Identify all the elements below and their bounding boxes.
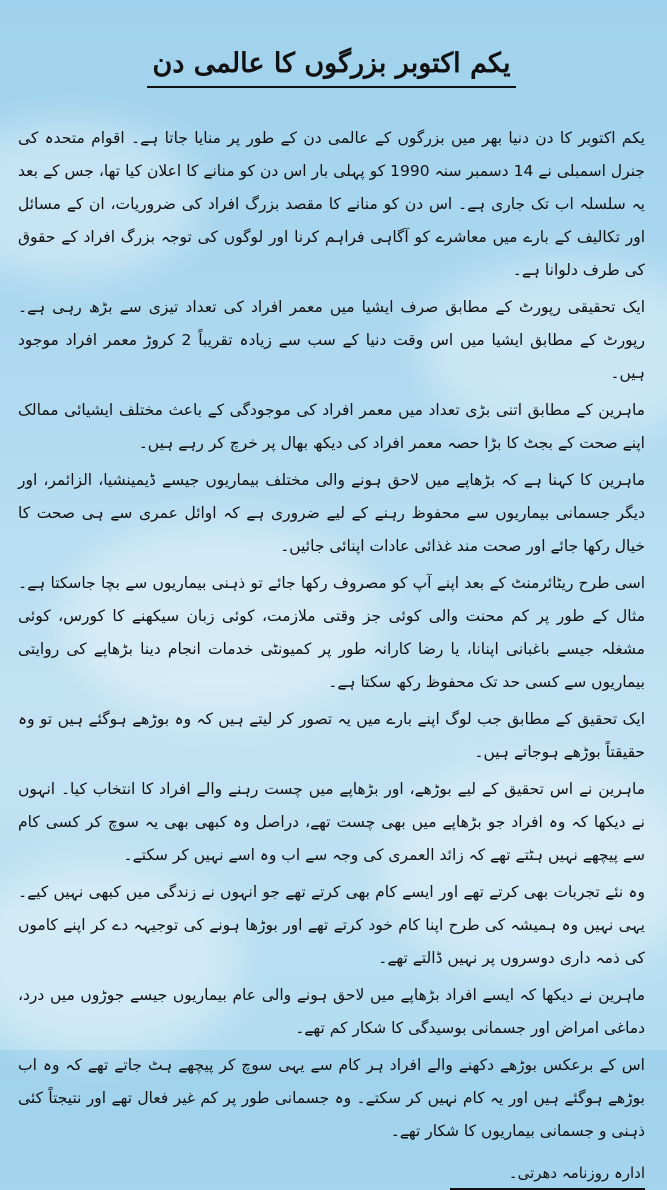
article-paragraph-3: ماہرین کے مطابق اتنی بڑی تعداد میں معمر افراد کی موجودگی کے باعث مختلف ایشیائی ممالک اپنے صحت کے بجٹ کا بڑا حصہ معمر افراد کی دیکھ بھال پر خرچ کر رہے ہیں۔ xyxy=(18,401,645,452)
article-paragraph-5: اسی طرح ریٹائرمنٹ کے بعد اپنے آپ کو مصروف رکھا جائے تو ذہنی بیماریوں سے بچا جاسکتا ہے۔ مثال کے طور پر کم محنت والی کوئی جز وقتی ملازمت، کوئی زبان سیکھنے کا کورس، کوئی مشغلہ جیسے باغبانی اپنانا، یا رضا کارانہ طور پر کمیونٹی خدمات انجام دینا بڑھاپے کی روایتی بیماریوں سے کسی حد تک محفوظ رکھ سکتا ہے۔ xyxy=(18,574,645,691)
article-paragraph-7: ماہرین نے اس تحقیق کے لیے بوڑھے، اور بڑھاپے میں چست رہنے والے افراد کا انتخاب کیا۔ انہوں نے دیکھا کہ وہ افراد جو بڑھاپے میں بھی چست تھے، دراصل وہ کبھی بھی یہ سوچ کر کسی کام سے پیچھے نہیں ہٹتے تھے کہ زائد العمری کی وجہ سے اب وہ اسے نہیں کر سکتے۔ xyxy=(18,780,645,864)
title-wrapper xyxy=(18,44,645,88)
article-paragraph-2: ایک تحقیقی رپورٹ کے مطابق صرف ایشیا میں معمر افراد کی تعداد تیزی سے بڑھ رہی ہے۔ رپورٹ کے مطابق ایشیا میں اس وقت دنیا کے سب سے زیادہ تقریباً 2 کروڑ معمر افراد موجود ہیں۔ xyxy=(18,298,645,382)
article-paragraph-6: ایک تحقیق کے مطابق جب لوگ اپنے بارے میں یہ تصور کر لیتے ہیں کہ وہ بوڑھے ہوگئے ہیں تو وہ حقیقتاً بوڑھے ہوجاتے ہیں۔ xyxy=(18,710,645,761)
article-paragraph-4: ماہرین کا کہنا ہے کہ بڑھاپے میں لاحق ہونے والی مختلف بیماریوں جیسے ڈیمینشیا، الزائمر، اور دیگر جسمانی بیماریوں سے محفوظ رہنے کے لیے ضروری ہے کہ اوائل عمری سے ہی صحت کا خیال رکھا جائے اور صحت مند غذائی عادات اپنائی جائیں۔ xyxy=(18,471,645,555)
article-paragraph-9: ماہرین نے دیکھا کہ ایسے افراد بڑھاپے میں لاحق ہونے والی عام بیماریوں جیسے جوڑوں میں درد، دماغی امراض اور جسمانی بوسیدگی کا شکار کم تھے۔ xyxy=(18,986,645,1037)
article-footer xyxy=(18,1158,645,1190)
publisher-signature: ادارہ روزنامہ دھرتی۔ xyxy=(450,1158,645,1190)
article-title: یکم اکتوبر بزرگوں کا عالمی دن xyxy=(147,44,517,88)
article-paragraph-8: وہ نئے تجربات بھی کرتے تھے اور ایسے کام بھی کرتے تھے جو انہوں نے زندگی میں کبھی نہیں کیے۔ یہی نہیں وہ ہمیشہ کی طرح اپنا کام خود کرتے تھے اور بوڑھا ہونے کی توجیہہ دے کر اپنے کاموں کی ذمہ داری دوسروں پر نہیں ڈالتے تھے۔ xyxy=(18,883,645,967)
article-paragraph-10: اس کے برعکس بوڑھے دکھنے والے افراد ہر کام سے یہی سوچ کر پیچھے ہٹ جاتے تھے کہ وہ اب بوڑھے ہوگئے ہیں اور یہ کام نہیں کر سکتے۔ وہ جسمانی طور پر کم غیر فعال تھے اور نتیجتاً کئی ذہنی و جسمانی بیماریوں کا شکار تھے۔ xyxy=(18,1056,645,1140)
article-paragraph-1: یکم اکتوبر کا دن دنیا بھر میں بزرگوں کے عالمی دن کے طور پر منایا جاتا ہے۔ اقوام متحدہ کی جنرل اسمبلی نے 14 دسمبر سنہ 1990 کو پہلی بار اس دن کو منانے کا اعلان کیا تھا، جس کے بعد یہ سلسلہ اب تک جاری ہے۔ اس دن کو منانے کا مقصد بزرگ افراد کی ضروریات، ان کے مسائل اور تکالیف کے بارے میں معاشرے کو آگاہی فراہم کرنا اور لوگوں کی توجہ بزرگ افراد کے حقوق کی طرف دلوانا ہے۔ xyxy=(18,129,646,279)
